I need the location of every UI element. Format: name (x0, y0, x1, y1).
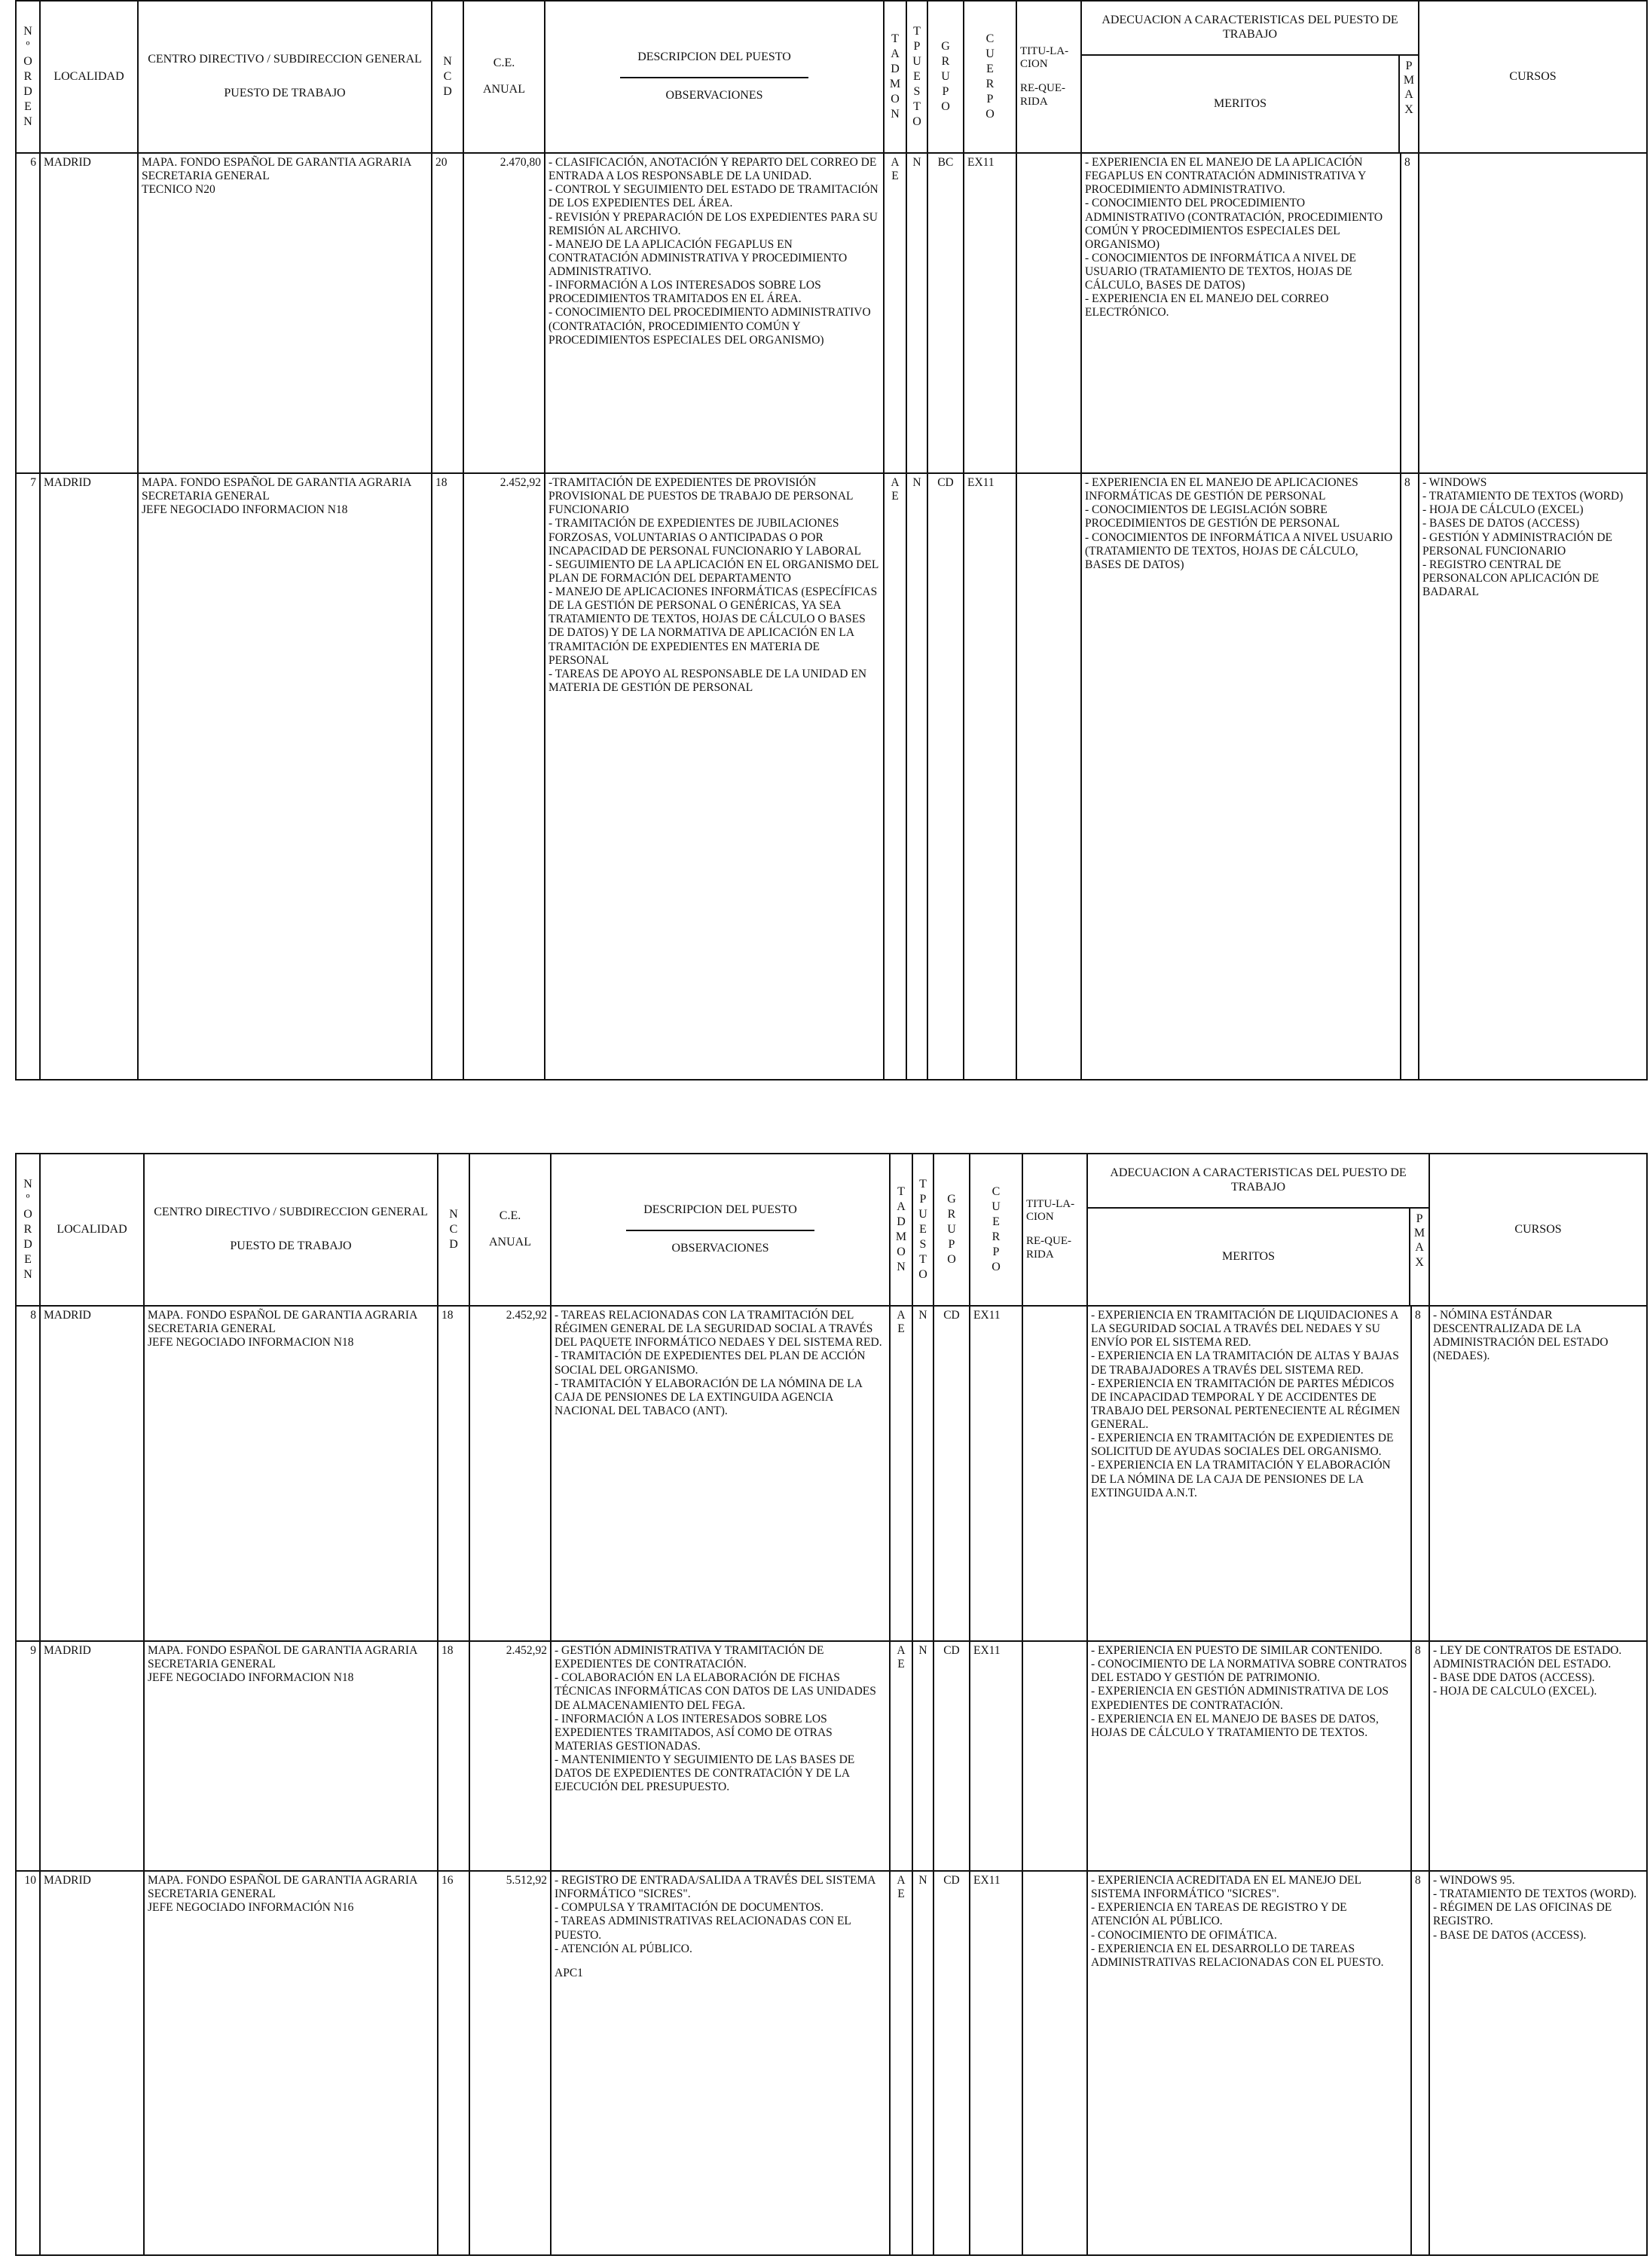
pmax-cell-text: 8 (1415, 1309, 1421, 1322)
header-letter: A (1415, 1241, 1424, 1255)
header-letter: D (443, 85, 452, 98)
grupo-cell (933, 1871, 970, 2255)
grupo-cell (927, 473, 964, 1080)
grupo-cell (933, 1306, 970, 1641)
localidad-cell (40, 1306, 144, 1641)
col-titulacion (1022, 1154, 1087, 1306)
header-letter: T (913, 25, 921, 38)
header-letter: E (986, 63, 994, 75)
ce-cell (469, 1306, 551, 1641)
header-letter: O (918, 1268, 927, 1281)
centro-cell-text: MAPA. FONDO ESPAÑOL DE GARANTIA AGRARIA SECRETARIA GENERAL JEFE NEGOCIADO INFORMACION N18 (148, 1644, 418, 1685)
header-letter: A (891, 47, 900, 60)
pmax-label (1400, 56, 1418, 152)
puesto-label: PUESTO DE TRABAJO (224, 87, 346, 99)
header-letter: N (443, 55, 452, 68)
tadmon-cell-text: AE (897, 1309, 906, 1336)
descripcion-cell-text: -TRAMITACIÓN DE EXPEDIENTES DE PROVISIÓN PROVISIONAL DE PUESTOS DE TRABAJO DE PERSONAL FUNCIONARIO - TRAMITACIÓN DE EXPEDIENTES DE JUBILACIONES FORZOSAS, VOLUNTARIAS O ANTICIPADAS O POR INCAPACIDAD DE PERSONAL FUNCIONARIO Y LABORAL - SEGUIMIENTO DE LA APLICACIÓN EN EL ORGANISMO DEL PLAN DE FORMACIÓN DEL DEPARTAMENTO - MANEJO DE APLICACIONES INFORMÁTICAS (ESPECÍFICAS DE LA GESTIÓN DE PERSONAL O GENÉRICAS, YA SEA TRATAMIENTO DE TEXTOS, HOJAS DE CÁLCULO O BASES DE DATOS) Y DE LA NORMATIVA DE APLICACIÓN EN LA TRAMITACIÓN DE EXPEDIENTES EN MATERIA DE PERSONAL - TAREAS DE APOYO AL RESPONSABLE DE LA UNIDAD EN MATERIA DE GESTIÓN DE PERSONAL (548, 476, 878, 694)
ncd-cell (432, 153, 463, 473)
col-localidad: LOCALIDAD (40, 1, 138, 153)
localidad-cell-text: MADRID (44, 476, 91, 489)
meritos-cell (1087, 1871, 1411, 2255)
header-letter: D (23, 85, 32, 98)
header-letter: G (941, 40, 950, 53)
header-letter: O (23, 55, 32, 68)
grupo-cell-text: CD (943, 1644, 960, 1657)
col-titulacion (1016, 1, 1081, 153)
col-grupo (933, 1154, 970, 1306)
ce-cell-text: 2.452,92 (506, 1644, 547, 1657)
col-descripcion (551, 1154, 890, 1306)
header-letter: N (23, 25, 32, 38)
header-letter: E (24, 100, 32, 113)
header-letter: T (897, 1185, 905, 1198)
orden-cell (16, 473, 40, 1080)
meritos-cell-text: - EXPERIENCIA EN TRAMITACIÓN DE LIQUIDACIONES A LA SEGURIDAD SOCIAL A TRAVÉS DEL NEDAES Y SU ENVÍO POR EL SISTEMA RED. - EXPERIENCIA EN LA TRAMITACIÓN DE ALTAS Y BAJAS DE TRABAJADORES A TRAVÉS DEL SISTEMA RED. - EXPERIENCIA EN TRAMITACIÓN DE PARTES MÉDICOS DE INCAPACIDAD TEMPORAL Y DE ACCIDENTES DE TRABAJO DEL PERSONAL PERTENECIENTE AL RÉGIMEN GENERAL. - EXPERIENCIA EN TRAMITACIÓN DE EXPEDIENTES DE SOLICITUD DE AYUDAS SOCIALES DEL ORGANISMO. - EXPERIENCIA EN LA TRAMITACIÓN Y ELABORACIÓN DE LA NÓMINA DE LA CAJA DE PENSIONES DE LA EXTINGUIDA A.N.T. (1091, 1309, 1401, 1499)
header-letter: O (992, 1261, 1001, 1273)
header-divider (626, 1230, 814, 1231)
titulacion-cell (1022, 1306, 1087, 1641)
header-letter: A (1404, 88, 1413, 102)
header-letter: E (992, 1215, 1000, 1228)
tadmon-cell (884, 153, 906, 473)
header-letter: U (985, 47, 995, 60)
cuerpo-cell-text: EX11 (973, 1874, 1001, 1887)
tadmon-cell (884, 473, 906, 1080)
tpuesto-cell-text: N (918, 1644, 927, 1657)
adecuacion-label: ADECUACION A CARACTERISTICAS DEL PUESTO DE TRABAJO (1088, 1154, 1428, 1209)
header-letter: P (992, 1246, 1000, 1258)
orden-cell (16, 153, 40, 473)
header-letter: D (23, 1238, 32, 1251)
descripcion-label: DESCRIPCION DEL PUESTO (643, 1203, 797, 1217)
localidad-cell (40, 1641, 144, 1871)
header-letter: R (985, 78, 995, 90)
rpt-table-2 (15, 1153, 1648, 2256)
table-row (16, 153, 1647, 473)
ncd-cell (438, 1871, 469, 2255)
descripcion-cell (551, 1306, 890, 1641)
ce-cell-text: 2.452,92 (500, 476, 541, 489)
orden-cell (16, 1306, 40, 1641)
centro-cell-text: MAPA. FONDO ESPAÑOL DE GARANTIA AGRARIA SECRETARIA GENERAL JEFE NEGOCIADO INFORMACION N18 (148, 1309, 418, 1349)
pmax-cell-text: 8 (1415, 1874, 1421, 1887)
header-letter: N (897, 1261, 906, 1273)
anual-label: ANUAL (483, 83, 525, 96)
col-adecuacion (1081, 1, 1419, 153)
ncd-cell (438, 1306, 469, 1641)
titulacion-cell (1022, 1871, 1087, 2255)
grupo-cell-text: CD (943, 1874, 960, 1887)
header-letter: O (912, 115, 921, 128)
col-grupo (927, 1, 964, 153)
header-letter: R (23, 1223, 32, 1236)
header-letter: C (992, 1185, 1001, 1198)
meritos-cell-text: - EXPERIENCIA ACREDITADA EN EL MANEJO DEL SISTEMA INFORMÁTICO "SICRES". - EXPERIENCIA EN TAREAS DE REGISTRO Y DE ATENCIÓN AL PÚBLICO. - CONOCIMIENTO DE OFIMÁTICA. - EXPERIENCIA EN EL DESARROLLO DE TAREAS ADMINISTRATIVAS RELACIONADAS CON EL PUESTO. (1091, 1874, 1384, 1969)
tadmon-cell-text: AE (897, 1874, 906, 1901)
ce-cell (469, 1871, 551, 2255)
ce-cell-text: 5.512,92 (506, 1874, 547, 1887)
cuerpo-cell (970, 1306, 1022, 1641)
pmax-cell (1401, 473, 1419, 1080)
tpuesto-cell-text: N (918, 1874, 927, 1887)
col-norden (16, 1, 40, 153)
col-ncd (438, 1154, 469, 1306)
col-descripcion (545, 1, 884, 153)
orden-cell (16, 1641, 40, 1871)
tadmon-cell (890, 1641, 912, 1871)
centro-cell (138, 473, 432, 1080)
meritos-label: MERITOS (1082, 56, 1400, 152)
tadmon-cell-text: AE (891, 476, 900, 503)
cursos-cell-text: - WINDOWS 95. - TRATAMIENTO DE TEXTOS (WORD). - RÉGIMEN DE LAS OFICINAS DE REGISTRO. - BASE DE DATOS (ACCESS). (1433, 1874, 1637, 1942)
descripcion-cell (545, 473, 884, 1080)
tpuesto-cell-text: N (912, 156, 921, 169)
col-cuerpo (970, 1154, 1022, 1306)
pmax-cell (1401, 153, 1419, 473)
grupo-cell (933, 1641, 970, 1871)
orden-cell-text: 10 (24, 1874, 36, 1887)
meritos-label: MERITOS (1088, 1209, 1410, 1305)
header-letter: D (449, 1238, 458, 1251)
header-letter: U (947, 1223, 956, 1236)
header-letter: D (891, 63, 900, 75)
header-letter: R (947, 1208, 956, 1221)
grupo-cell-text: CD (937, 476, 954, 489)
pmax-label (1410, 1209, 1428, 1305)
tpuesto-cell (912, 1871, 933, 2255)
header-letter: T (919, 1253, 927, 1266)
col-norden (16, 1154, 40, 1306)
cursos-cell-text: - WINDOWS - TRATAMIENTO DE TEXTOS (WORD) - HOJA DE CÁLCULO (EXCEL) - BASES DE DATOS (ACCESS) - GESTIÓN Y ADMINISTRACIÓN DE PERSONAL FUNCIONARIO - REGISTRO CENTRAL DE PERSONALCON APLICACIÓN DE BADARAL (1422, 476, 1624, 598)
header-letter: N (23, 115, 32, 128)
cuerpo-cell-text: EX11 (973, 1644, 1001, 1657)
col-cuerpo (964, 1, 1016, 153)
ce-cell (469, 1641, 551, 1871)
ce-label: C.E. (493, 57, 515, 70)
titulacion-label: TITU-LA-CION (1026, 1197, 1075, 1224)
cuerpo-cell-text: EX11 (973, 1309, 1001, 1322)
header-letter: O (941, 100, 950, 113)
col-centro (144, 1154, 438, 1306)
header-row (16, 1154, 1647, 1306)
ce-cell-text: 2.470,80 (500, 156, 541, 169)
cursos-cell (1429, 1306, 1647, 1641)
localidad-cell-text: MADRID (44, 1309, 91, 1322)
cursos-cell (1419, 473, 1647, 1080)
header-letter: A (897, 1200, 906, 1213)
cursos-cell (1419, 153, 1647, 473)
orden-cell-text: 8 (30, 1309, 36, 1322)
header-row (16, 1, 1647, 153)
cuerpo-cell-text: EX11 (967, 156, 995, 169)
centro-cell (144, 1871, 438, 2255)
col-centro (138, 1, 432, 153)
orden-cell (16, 1871, 40, 2255)
col-tpuesto (906, 1, 927, 153)
cursos-cell (1429, 1871, 1647, 2255)
descripcion-cell-text: - CLASIFICACIÓN, ANOTACIÓN Y REPARTO DEL CORREO DE ENTRADA A LOS RESPONSABLE DE LA UNIDAD. - CONTROL Y SEGUIMIENTO DEL ESTADO DE TRAMITACIÓN DE LOS EXPEDIENTES DEL ÁREA. - REVISIÓN Y PREPARACIÓN DE LOS EXPEDIENTES PARA SU REMISIÓN AL ARCHIVO. - MANEJO DE LA APLICACIÓN FEGAPLUS EN CONTRATACIÓN ADMINISTRATIVA Y PROCEDIMIENTO ADMINISTRATIVO. - INFORMACIÓN A LOS INTERESADOS SOBRE LOS PROCEDIMIENTOS TRAMITADOS EN EL ÁREA. - CONOCIMIENTO DEL PROCEDIMIENTO ADMINISTRATIVO (CONTRATACIÓN, PROCEDIMIENTO COMÚN Y PROCEDIMIENTOS ESPECIALES DEL ORGANISMO) (548, 156, 878, 347)
cursos-cell-text: - LEY DE CONTRATOS DE ESTADO. ADMINISTRACIÓN DEL ESTADO. - BASE DDE DATOS (ACCESS). - HOJA DE CALCULO (EXCEL). (1433, 1644, 1622, 1698)
header-letter: O (23, 1208, 32, 1221)
descripcion-cell-text: - REGISTRO DE ENTRADA/SALIDA A TRAVÉS DEL SISTEMA INFORMÁTICO "SICRES". - COMPULSA Y TRAMITACIÓN DE DOCUMENTOS. - TAREAS ADMINISTRATIVAS RELACIONADAS CON EL PUESTO. - ATENCIÓN AL PÚBLICO. (555, 1874, 875, 1955)
header-letter: P (942, 85, 949, 98)
grupo-cell-text: CD (943, 1309, 960, 1322)
pmax-cell (1411, 1306, 1429, 1641)
header-letter: E (919, 1223, 927, 1236)
col-adecuacion (1087, 1154, 1429, 1306)
header-letter: R (992, 1230, 1001, 1243)
header-letter: X (1404, 102, 1413, 116)
header-letter: G (947, 1193, 956, 1206)
orden-cell-text: 6 (30, 156, 36, 169)
header-letter: N (449, 1208, 458, 1221)
meritos-cell-text: - EXPERIENCIA EN PUESTO DE SIMILAR CONTENIDO. - CONOCIMIENTO DE LA NORMATIVA SOBRE CONTRATOS DEL ESTADO Y GESTIÓN DE PATRIMONIO. - EXPERIENCIA EN GESTIÓN ADMINISTRATIVA DE LOS EXPEDIENTES DE CONTRATACIÓN. - EXPERIENCIA EN EL MANEJO DE BASES DE DATOS, HOJAS DE CÁLCULO Y TRATAMIENTO DE TEXTOS. (1091, 1644, 1407, 1739)
header-letter: P (948, 1238, 955, 1251)
tpuesto-cell-text: N (912, 476, 921, 489)
centro-cell-text: MAPA. FONDO ESPAÑOL DE GARANTIA AGRARIA SECRETARIA GENERAL TECNICO N20 (142, 156, 412, 197)
meritos-cell (1081, 473, 1401, 1080)
meritos-cell (1081, 153, 1401, 473)
ce-cell (463, 153, 545, 473)
header-divider (620, 77, 808, 78)
descripcion-cell-text: - TAREAS RELACIONADAS CON LA TRAMITACIÓN DEL RÉGIMEN GENERAL DE LA SEGURIDAD SOCIAL A TRAVÉS DEL PAQUETE INFORMÁTICO NEDAES Y DEL SISTEMA RED. - TRAMITACIÓN DE EXPEDIENTES DEL PLAN DE ACCIÓN SOCIAL DEL ORGANISMO. - TRAMITACIÓN Y ELABORACIÓN DE LA NÓMINA DE LA CAJA DE PENSIONES DE LA EXTINGUIDA AGENCIA NACIONAL DEL TABACO (ANT). (555, 1309, 882, 1417)
header-letter: U (918, 1208, 927, 1221)
anual-label: ANUAL (489, 1236, 531, 1249)
header-letter: R (23, 70, 32, 83)
titulacion-cell (1022, 1641, 1087, 1871)
header-letter: C (443, 70, 452, 83)
observaciones-label: OBSERVACIONES (671, 1242, 769, 1255)
localidad-cell-text: MADRID (44, 1644, 91, 1657)
descripcion-label: DESCRIPCION DEL PUESTO (637, 50, 791, 64)
ncd-cell-text: 18 (442, 1644, 454, 1657)
col-tpuesto (912, 1154, 933, 1306)
header-letter: N (23, 1268, 32, 1281)
puesto-label: PUESTO DE TRABAJO (230, 1239, 352, 1252)
meritos-cell (1087, 1641, 1411, 1871)
cuerpo-cell (970, 1641, 1022, 1871)
table-row (16, 1306, 1647, 1641)
header-letter: U (941, 70, 950, 83)
pmax-cell-text: 8 (1415, 1644, 1421, 1657)
ncd-cell (438, 1641, 469, 1871)
header-letter: S (919, 1238, 927, 1251)
header-letter: P (1405, 60, 1413, 72)
rpt-table-1 (15, 0, 1648, 1081)
grupo-cell-text: BC (937, 156, 954, 169)
orden-cell-text: 9 (30, 1644, 36, 1657)
col-tadmon (884, 1, 906, 153)
header-letter: P (913, 40, 921, 53)
ncd-cell (432, 473, 463, 1080)
pmax-cell-text: 8 (1404, 156, 1410, 169)
tpuesto-cell (906, 473, 927, 1080)
centro-cell (138, 153, 432, 473)
centro-cell (144, 1641, 438, 1871)
header-letter: P (986, 93, 994, 105)
header-letter: U (992, 1200, 1001, 1213)
col-cursos: CURSOS (1419, 1, 1647, 153)
col-tadmon (890, 1154, 912, 1306)
table-row (16, 1641, 1647, 1871)
header-letter: C (985, 32, 995, 45)
pmax-cell (1411, 1871, 1429, 2255)
centro-cell (144, 1306, 438, 1641)
header-letter: º (26, 1193, 30, 1206)
meritos-cell (1087, 1306, 1411, 1641)
titulacion-label: TITU-LA-CION (1020, 44, 1069, 71)
header-letter: N (891, 108, 900, 121)
ce-cell (463, 473, 545, 1080)
centro-label: CENTRO DIRECTIVO / SUBDIRECCION GENERAL (148, 53, 422, 66)
col-ce (463, 1, 545, 153)
localidad-cell (40, 1871, 144, 2255)
header-letter: C (449, 1223, 458, 1236)
tpuesto-cell-text: N (918, 1309, 927, 1322)
tadmon-cell (890, 1306, 912, 1641)
header-letter: M (1413, 1227, 1425, 1240)
ncd-cell-text: 18 (435, 476, 448, 489)
descripcion-cell-text: - GESTIÓN ADMINISTRATIVA Y TRAMITACIÓN DE EXPEDIENTES DE CONTRATACIÓN. - COLABORACIÓN EN LA ELABORACIÓN DE FICHAS TÉCNICAS INFORMÁTICAS CON DATOS DE LAS UNIDADES DE ALMACENAMIENTO DEL FEGA. - INFORMACIÓN A LOS INTERESADOS SOBRE LOS EXPEDIENTES TRAMITADOS, ASÍ COMO DE OTRAS MATERIAS GESTIONADAS. - MANTENIMIENTO Y SEGUIMIENTO DE LAS BASES DE DATOS DE EXPEDIENTES DE CONTRATACIÓN Y DE LA EJECUCIÓN DEL PRESUPUESTO. (555, 1644, 876, 1794)
titulacion-cell (1016, 153, 1081, 473)
requerida-label: RE-QUE-RIDA (1026, 1235, 1071, 1261)
centro-cell-text: MAPA. FONDO ESPAÑOL DE GARANTIA AGRARIA SECRETARIA GENERAL JEFE NEGOCIADO INFORMACIÓN N16 (148, 1874, 418, 1915)
tpuesto-cell (912, 1306, 933, 1641)
descripcion-cell (551, 1871, 890, 2255)
header-letter: E (24, 1253, 32, 1266)
descripcion-cell (545, 153, 884, 473)
col-ce (469, 1154, 551, 1306)
table-row (16, 473, 1647, 1080)
tpuesto-cell (906, 153, 927, 473)
meritos-cell-text: - EXPERIENCIA EN EL MANEJO DE APLICACIONES INFORMÁTICAS DE GESTIÓN DE PERSONAL - CONOCIMIENTOS DE LEGISLACIÓN SOBRE PROCEDIMIENTOS DE GESTIÓN DE PERSONAL - CONOCIMIENTOS DE INFORMÁTICA A NIVEL USUARIO (TRATAMIENTO DE TEXTOS, HOJAS DE CÁLCULO, BASES DE DATOS) (1085, 476, 1393, 571)
col-localidad: LOCALIDAD (40, 1154, 144, 1306)
cuerpo-cell (964, 473, 1016, 1080)
requerida-label: RE-QUE-RIDA (1020, 82, 1065, 108)
observacion-text: APC1 (555, 1966, 583, 1979)
centro-cell-text: MAPA. FONDO ESPAÑOL DE GARANTIA AGRARIA SECRETARIA GENERAL JEFE NEGOCIADO INFORMACION N18 (142, 476, 412, 517)
header-letter: P (919, 1193, 927, 1206)
pmax-cell-text: 8 (1404, 476, 1410, 489)
meritos-cell-text: - EXPERIENCIA EN EL MANEJO DE LA APLICACIÓN FEGAPLUS EN CONTRATACIÓN ADMINISTRATIVA Y PROCEDIMIENTO ADMINISTRATIVO. - CONOCIMIENTO DEL PROCEDIMIENTO ADMINISTRATIVO (CONTRATACIÓN, PROCEDIMIENTO COMÚN Y PROCEDIMIENTOS ESPECIALES DEL ORGANISMO) - CONOCIMIENTOS DE INFORMÁTICA A NIVEL DE USUARIO (TRATAMIENTO DE TEXTOS, HOJAS DE CÁLCULO, BASES DE DATOS) - EXPERIENCIA EN EL MANEJO DEL CORREO ELECTRÓNICO. (1085, 156, 1383, 319)
localidad-cell (40, 473, 138, 1080)
header-letter: O (897, 1246, 906, 1258)
header-letter: E (913, 70, 921, 83)
localidad-cell-text: MADRID (44, 1874, 91, 1887)
tpuesto-cell (912, 1641, 933, 1871)
header-letter: O (947, 1253, 956, 1266)
header-letter: T (891, 32, 899, 45)
ce-cell-text: 2.452,92 (506, 1309, 547, 1322)
table-row (16, 1871, 1647, 2255)
header-letter: R (941, 55, 950, 68)
cursos-cell (1429, 1641, 1647, 1871)
ncd-cell-text: 18 (442, 1309, 454, 1322)
grupo-cell (927, 153, 964, 473)
tadmon-cell-text: AE (891, 156, 900, 183)
header-letter: D (897, 1215, 906, 1228)
header-letter: O (985, 108, 995, 121)
header-letter: N (23, 1178, 32, 1191)
header-letter: T (913, 100, 921, 113)
observaciones-label: OBSERVACIONES (665, 89, 763, 102)
header-letter: X (1415, 1255, 1424, 1269)
header-letter: T (919, 1178, 927, 1191)
header-letter: º (26, 40, 30, 53)
header-letter: M (1403, 74, 1415, 87)
orden-cell-text: 7 (30, 476, 36, 489)
adecuacion-label: ADECUACION A CARACTERISTICAS DEL PUESTO DE TRABAJO (1082, 2, 1418, 56)
descripcion-cell (551, 1641, 890, 1871)
header-letter: P (1416, 1212, 1423, 1225)
header-letter: O (891, 93, 900, 105)
cuerpo-cell (970, 1871, 1022, 2255)
header-letter: M (895, 1230, 907, 1243)
localidad-cell-text: MADRID (44, 156, 91, 169)
header-letter: M (889, 78, 901, 90)
tadmon-cell (890, 1871, 912, 2255)
localidad-cell (40, 153, 138, 473)
header-letter: S (913, 85, 921, 98)
cursos-cell-text: - NÓMINA ESTÁNDAR DESCENTRALIZADA DE LA ADMINISTRACIÓN DEL ESTADO (NEDAES). (1433, 1309, 1609, 1363)
col-ncd (432, 1, 463, 153)
ncd-cell-text: 20 (435, 156, 448, 169)
col-cursos: CURSOS (1429, 1154, 1647, 1306)
tadmon-cell-text: AE (897, 1644, 906, 1671)
header-letter: U (912, 55, 921, 68)
pmax-cell (1411, 1641, 1429, 1871)
titulacion-cell (1016, 473, 1081, 1080)
cuerpo-cell-text: EX11 (967, 476, 995, 489)
ncd-cell-text: 16 (442, 1874, 454, 1887)
ce-label: C.E. (499, 1209, 521, 1223)
cuerpo-cell (964, 153, 1016, 473)
centro-label: CENTRO DIRECTIVO / SUBDIRECCION GENERAL (154, 1206, 428, 1219)
